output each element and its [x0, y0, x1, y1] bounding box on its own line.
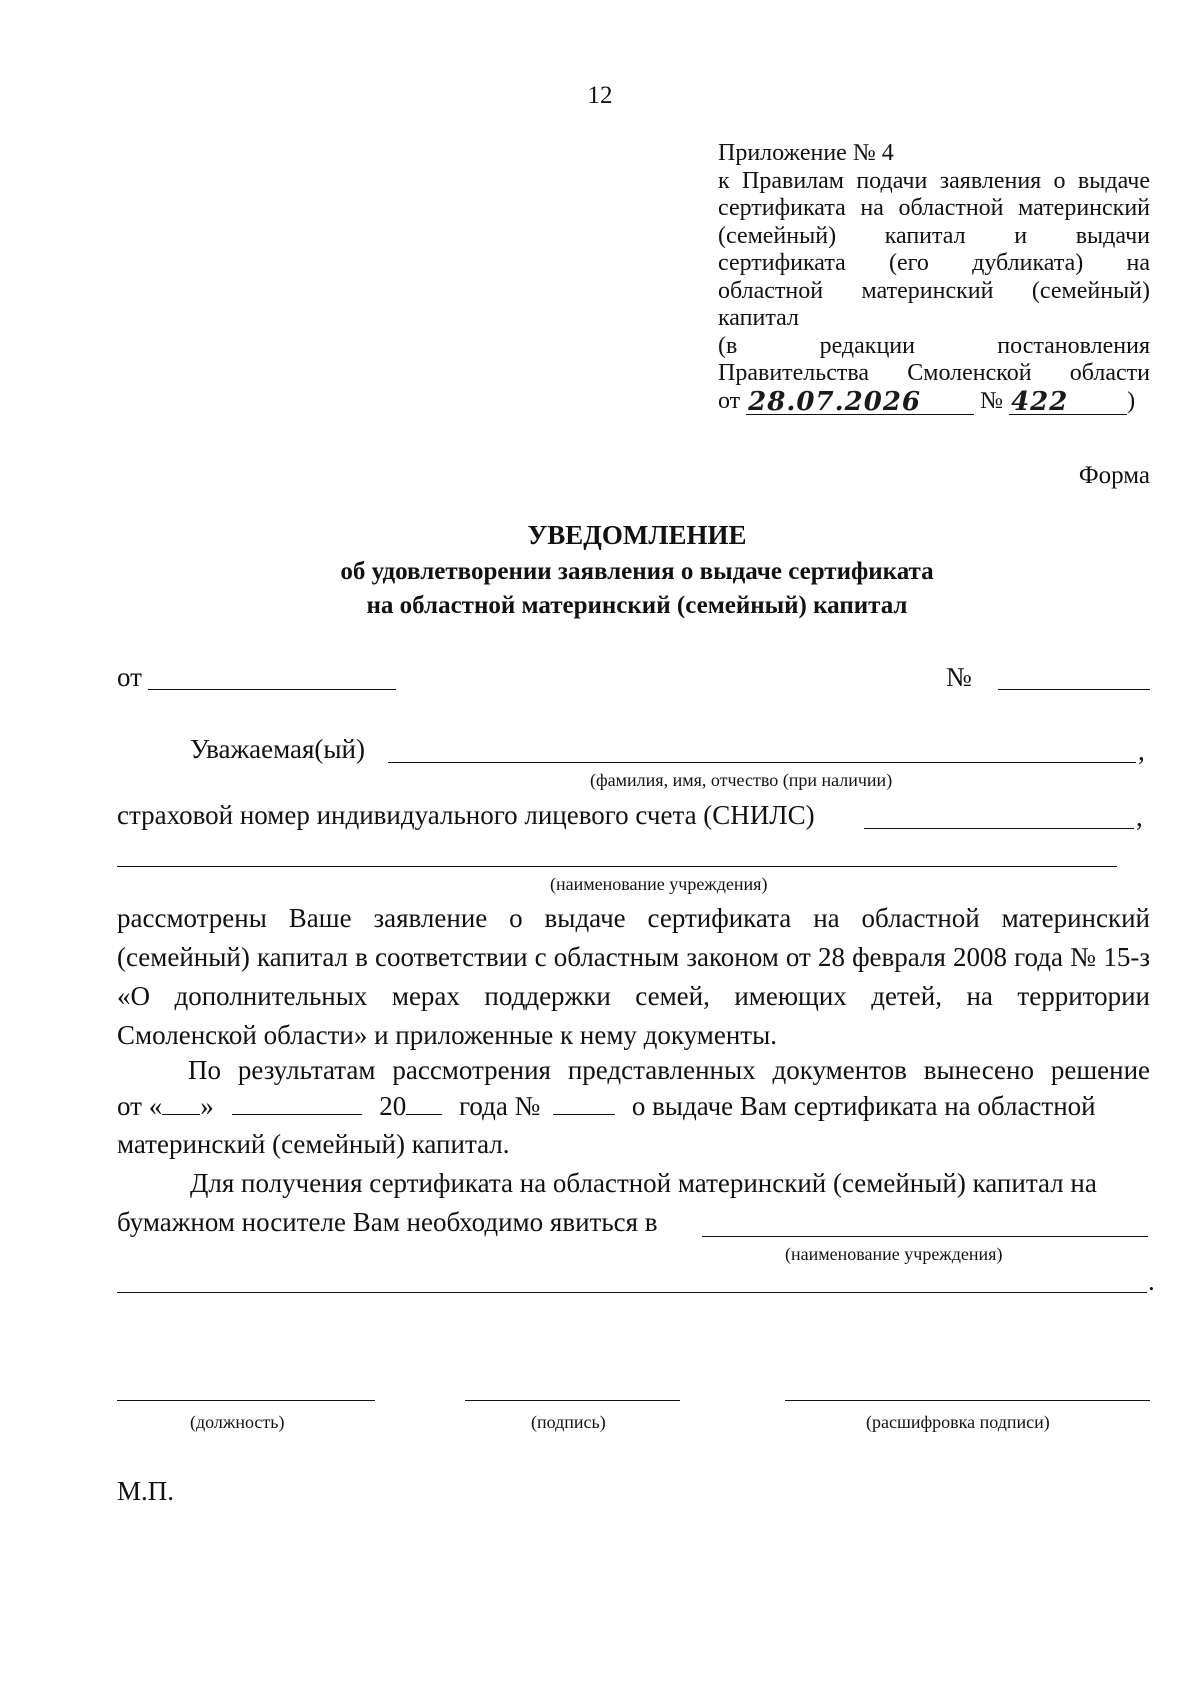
day-field[interactable] — [162, 1090, 200, 1115]
number-field-line[interactable] — [998, 689, 1150, 690]
snils-label: страховой номер индивидуального лицевого счета (СНИЛС) — [117, 800, 815, 830]
annex-close-paren: ) — [1127, 387, 1136, 414]
year-field[interactable] — [406, 1090, 442, 1115]
year-prefix: 20 — [379, 1091, 407, 1121]
handwritten-number: 422 — [1011, 386, 1069, 417]
annex-line: (семейный) капитал и выдачи — [718, 222, 1150, 249]
period: . — [1148, 1266, 1155, 1296]
annex-from-label: от — [718, 387, 741, 414]
position-caption: (должность) — [190, 1412, 285, 1432]
snils-field-line[interactable] — [864, 828, 1134, 829]
document-subtitle: на областной материнский (семейный) капитал — [366, 592, 908, 619]
stamp-label: М.П. — [117, 1476, 175, 1506]
annex-line: к Правилам подачи заявления о выдаче — [718, 167, 1150, 194]
decision-from-label: от « — [117, 1091, 163, 1121]
forma-label: Форма — [1078, 462, 1150, 489]
decoding-line[interactable] — [785, 1400, 1150, 1401]
institution-caption: (наименование учреждения) — [550, 874, 768, 894]
page-number: 12 — [587, 82, 613, 109]
decision-number-field[interactable] — [553, 1090, 615, 1115]
month-field[interactable] — [232, 1090, 362, 1115]
document-title: УВЕДОМЛЕНИЕ — [527, 520, 747, 550]
decision-line — [117, 1090, 1150, 1122]
fio-field-line[interactable] — [388, 762, 1136, 763]
decision-line-end: материнский (семейный) капитал. — [117, 1129, 510, 1159]
signature-line[interactable] — [465, 1400, 680, 1401]
position-line[interactable] — [117, 1400, 375, 1401]
annex-line: (в редакции постановления — [718, 332, 1150, 359]
from-label: от — [117, 662, 142, 692]
annex-date-line — [718, 388, 1150, 416]
annex-no-label: № — [980, 387, 1004, 414]
annex-line: Правительства Смоленской области — [718, 360, 1150, 386]
annex-heading: Приложение № 4 — [718, 140, 894, 166]
handwritten-date-field — [746, 388, 974, 415]
quote-close: » — [200, 1091, 214, 1121]
annex-line: капитал — [718, 305, 799, 331]
decision-tail: о выдаче Вам сертификата на областной — [631, 1091, 1096, 1121]
body-paragraph-decision: По результатам рассмотрения представленных документов вынесено решение — [188, 1055, 1150, 1085]
handwritten-date: 28.07.2026 — [748, 386, 922, 417]
annex-block — [718, 140, 1150, 415]
signature-caption: (подпись) — [531, 1412, 606, 1432]
appear-institution-line-2[interactable] — [117, 1292, 1147, 1293]
appear-institution-caption: (наименование учреждения) — [785, 1244, 1003, 1264]
annex-line: сертификата (его дубликата) на — [718, 250, 1150, 276]
annex-line: сертификата на областной материнский — [718, 195, 1150, 221]
number-label: № — [946, 662, 972, 692]
appear-label: бумажном носителе Вам необходимо явиться в — [117, 1207, 658, 1237]
body-paragraph: рассмотрены Ваше заявление о выдаче сертификата на областной материнский (семейный) капитал в соответствии с областным законом от 28 февраля 2008 года № 15-з «О дополнительных мерах поддержки семей, имеющих детей, на территории Смоленской области» и приложенные к нему документы. — [117, 903, 1150, 1050]
decoding-caption: (расшифровка подписи) — [866, 1412, 1050, 1432]
document-subtitle: об удовлетворении заявления о выдаче сертификата — [340, 558, 934, 585]
annex-line: областной материнский (семейный) — [718, 277, 1150, 304]
handwritten-number-field — [1009, 388, 1127, 415]
year-number-label: года № — [458, 1091, 541, 1121]
institution-field-line[interactable] — [117, 866, 1117, 867]
date-field-line[interactable] — [148, 689, 396, 690]
appear-institution-line[interactable] — [702, 1236, 1148, 1237]
fio-caption: (фамилия, имя, отчество (при наличии) — [590, 770, 893, 790]
comma: , — [1136, 802, 1143, 832]
dear-label: Уважаемая(ый) — [190, 734, 365, 764]
body-paragraph-instructions: Для получения сертификата на областной материнский (семейный) капитал на — [190, 1168, 1097, 1198]
comma: , — [1138, 736, 1145, 766]
